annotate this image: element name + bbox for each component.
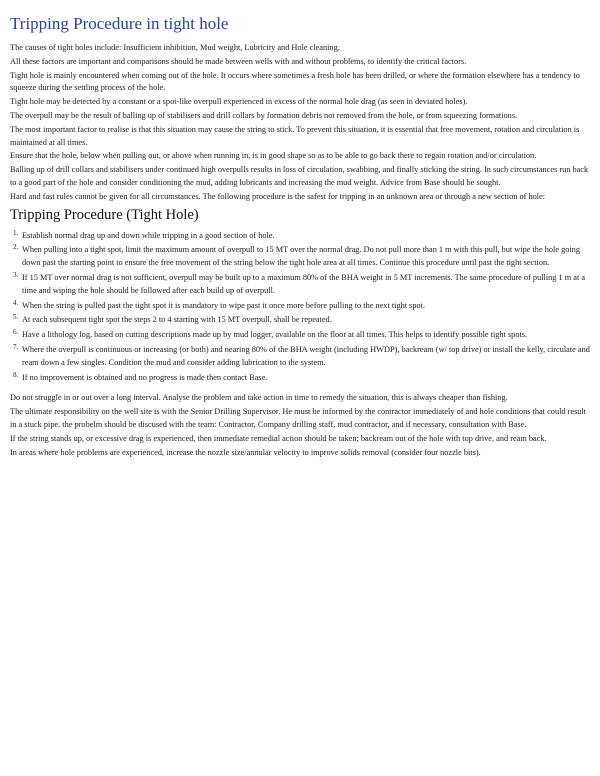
intro-paragraph: The overpull may be the result of balling up of stabilisers and drill collars by formation debris not removed from the hole, or from squeezing formations. — [10, 110, 518, 120]
procedure-heading: Tripping Procedure (Tight Hole) — [10, 206, 199, 223]
procedure-step — [10, 300, 590, 313]
procedure-step — [10, 272, 590, 298]
intro-paragraph: Hard and fast rules cannot be given for all circumstances. The following procedure is the safest for tripping in an unknown area or through a new section of hole: — [10, 191, 546, 201]
step-text: If no improvement is obtained and no progress is made then contact Base. — [22, 372, 268, 382]
step-number: 2. — [13, 243, 19, 252]
intro-paragraph: The causes of tight holes include: Insufficient inhibition, Mud weight, Lubricity and Hole cleaning. — [10, 43, 340, 52]
intro-paragraph: All these factors are important and comparisons should be made between wells with and without problems, to identify the critical factors. — [10, 56, 467, 66]
closing-paragraph: Do not struggle in or out over a long interval. Analyse the problem and take action in time to remedy the situation, this is always cheaper than fishing. — [10, 393, 508, 403]
step-number: 1. — [13, 228, 19, 237]
closing-paragraph: The ultimate responsibility on the well site is with the Senior Drilling Supervisor. He must be informed by the contractor immediately of and hole conditions that could result in a stuck pipe. the probelm should be discused with the team: Contractor, Company drilling staff, mud contractor, and if necessary, consultation with Base. — [10, 407, 587, 429]
procedure-step — [10, 244, 590, 270]
step-text: Establish normal drag up and down while tripping in a good section of hole. — [22, 230, 275, 240]
step-number: 7. — [13, 342, 19, 351]
closing-paragraph: If the string stands up, or excessive drag is experienced, then immediate remedial action should be taken; backream out of the hole with top drive, and ream back. — [10, 433, 547, 443]
step-number: 6. — [13, 328, 19, 337]
step-text: Where the overpull is continuous or increasing (or both) and nearing 80% of the BHA weight (including HWDP), backream (w/ top drive) or install the kelly, circulate and ream down a few singles. Condition the mud and consider adding lubrication to the system. — [22, 344, 590, 367]
step-text: At each subsequent tight spot the steps 2 to 4 starting with 15 MT overpull, shall be repeated. — [22, 315, 332, 325]
step-number: 3. — [13, 270, 19, 279]
procedure-steps-list — [10, 230, 590, 385]
intro-paragraph: Tight hole may be detected by a constant or a spot-like overpull experienced in excess of the normal hole drag (as seen in deviated holes). — [10, 97, 468, 107]
closing-paragraph: In areas where hole problems are experienced, increase the nozzle size/annular velocity to improve solids removal (consider four nozzle bits). — [10, 447, 481, 457]
intro-paragraph: The most important factor to realise is that this situation may cause the string to stick. To prevent this situation, it is essential that free movement, rotation and circulation is maintained at all times. — [10, 124, 580, 147]
intro-paragraph: Tight hole is mainly encountered when coming out of the hole. It occurs where sometimes a fresh hole has been drilled, or where the formation elsewhere has a tendency to squeeze during the settling process of the hole. — [10, 70, 580, 93]
step-text: If 15 MT over normal drag is not sufficient, overpull may be built up to a maximum 80% of the BHA weight in 5 MT increments. The same procedure of pulling 1 m at a time and wiping the hole should be followed after each build up of overpull. — [22, 272, 586, 295]
step-text: When pulling into a tight spot, limit the maximum amount of overpull to 15 MT over the normal drag. Do not pull more than 1 m with this pull, but wipe the hole going down past the starting point to ensure the free movement of the string below the tight hole area at all times. Continue this procedure until past the tight section. — [22, 245, 580, 268]
procedure-step — [10, 230, 590, 243]
intro-paragraph: Ensure that the hole, below when pulling out, or above when running in, is in good shape so as to be able to go back there to regain rotation and/or circulation. — [10, 151, 537, 161]
procedure-step — [10, 372, 590, 385]
closing-section — [10, 392, 590, 459]
procedure-step — [10, 314, 590, 327]
step-number: 5. — [13, 313, 19, 322]
page-title: Tripping Procedure in tight hole — [10, 14, 229, 33]
procedure-step — [10, 344, 590, 370]
step-text: Have a lithology log, based on cutting descriptions made up by mud logger, available on the floor at all times. This helps to identify possible tight spots. — [22, 330, 528, 340]
step-text: When the string is pulled past the tight spot it is mandatory to wipe past it once more before pulling to the next tight spot. — [22, 300, 426, 310]
intro-section — [10, 42, 590, 204]
intro-paragraph: Balling up of drill collars and stabilisers under continued high overpulls results in loss of circulation, swabbing, and finally sticking the string. In such circumstances run back to a good part of the hole and consider conditioning the mud, adding lubricants and increasing the mud weight. Advice from Base should be sought. — [10, 165, 589, 187]
step-number: 8. — [13, 370, 19, 379]
procedure-step — [10, 329, 590, 342]
step-number: 4. — [13, 298, 19, 307]
